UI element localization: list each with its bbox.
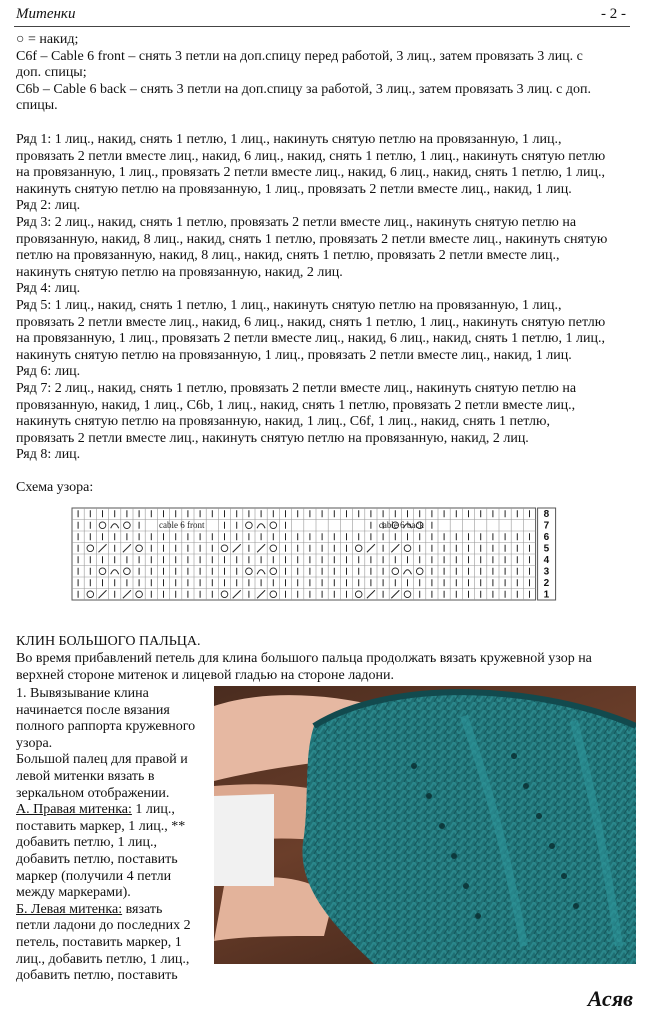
instruction-line: петель, поставить маркер, 1	[16, 934, 182, 950]
legend	[16, 32, 591, 115]
legend-line: C6f – Cable 6 front – снять 3 петли на доп.спицу перед работой, 3 лиц., затем провязать 3 лиц. с	[16, 48, 583, 64]
row-instructions	[16, 132, 607, 464]
row-line: на провязанную, 1 лиц., провязать 2 петли вместе лиц., накид, 6 лиц., накид, снять 1 петлю, 1 лиц.,	[16, 165, 605, 181]
row-line: накинуть снятую петлю на провязанную, накид, 2 лиц.	[16, 264, 343, 280]
row-line: Ряд 5: 1 лиц., накид, снять 1 петлю, 1 лиц., накинуть снятую петлю на провязанную, 1 лиц.,	[16, 297, 562, 313]
row-line: провязать 2 петли вместе лиц., накинуть снятую петлю на провязанную, накид, 2 лиц.	[16, 430, 529, 446]
schema-label: Схема узора:	[16, 480, 94, 495]
row-line: накинуть снятую петлю на провязанную, 1 лиц., провязать 2 петли вместе лиц., накид, 1 лиц.	[16, 181, 572, 197]
instruction-line: полного раппорта кружевного	[16, 719, 196, 735]
instruction-line: начинается после вязания	[16, 702, 170, 718]
section-title: КЛИН БОЛЬШОГО ПАЛЬЦА.	[16, 634, 201, 649]
row-number-label: 8	[543, 509, 550, 520]
row-line: накинуть снятую петлю на провязанную, 1 лиц., провязать 2 петли вместе лиц., накид, 1 лиц.	[16, 347, 572, 363]
knitting-chart	[70, 504, 562, 604]
page-number: - 2 -	[601, 6, 626, 22]
author-signature: Асяв	[587, 986, 633, 1011]
row-number-label: 1	[543, 589, 550, 601]
intro-line: верхней стороне митенок и лицевой гладью на стороне ладони.	[16, 667, 395, 683]
document-title: Митенки	[16, 6, 76, 22]
row-number-label: 2	[543, 578, 550, 589]
right-mitten-label: А. Правая митенка:	[16, 802, 132, 818]
legend-line: ○ = накид;	[16, 32, 79, 47]
instruction-line: лиц., добавить петлю, 1 лиц.,	[16, 951, 190, 967]
instruction-line: петли ладони до последних 2	[16, 918, 191, 934]
row-line: провязать 2 петли вместе лиц., накид, 6 лиц., накид, снять 1 петлю, 1 лиц., накинуть снятую петлю	[16, 314, 606, 330]
instruction-line: маркер (получили 4 петли	[16, 868, 172, 884]
row-line: петлю на провязанную, накид, 8 лиц., накид, снять 1 петлю, провязать 2 петли вместе лиц.,	[16, 248, 560, 264]
legend-line: доп. спицы;	[16, 65, 87, 81]
cable-front-label: cable 6 front	[159, 520, 205, 530]
row-line: Ряд 3: 2 лиц., накид, снять 1 петлю, провязать 2 петли вместе лиц., накинуть снятую петлю на	[16, 214, 577, 230]
instruction-line: 1. Вывязывание клина	[16, 686, 149, 701]
instruction-line: узора.	[16, 735, 53, 751]
instruction-line: зеркальном отображении.	[16, 785, 170, 801]
row-line: Ряд 8: лиц.	[16, 447, 81, 463]
legend-line: спицы.	[16, 98, 58, 114]
instruction-line: поставить маркер, 1 лиц., **	[16, 818, 186, 834]
row-line: Ряд 1: 1 лиц., накид, снять 1 петлю, 1 лиц., накинуть снятую петлю на провязанную, 1 лиц.,	[16, 132, 562, 147]
instruction-line: добавить петлю, поставить	[16, 968, 178, 984]
row-line: Ряд 4: лиц.	[16, 281, 81, 297]
row-line: провязанную, накид, 1 лиц., C6b, 1 лиц., накид, снять 1 петлю, провязать 2 петли вместе лиц.,	[16, 397, 576, 413]
instruction-line: Б. Левая митенка: вязать	[16, 901, 163, 917]
row-number-label: 6	[543, 532, 550, 543]
intro-line: Во время прибавлений петель для клина большого пальца продолжать вязать кружевной узор на	[16, 651, 592, 666]
thumb-instructions	[16, 686, 195, 985]
instruction-line: Большой палец для правой и	[16, 752, 188, 768]
row-line: Ряд 2: лиц.	[16, 198, 81, 214]
row-number-label: 3	[543, 566, 550, 578]
row-line: накинуть снятую петлю на провязанную, накид, 1 лиц., C6f, 1 лиц., накид, снять 1 петлю,	[16, 414, 550, 430]
section-intro	[16, 651, 592, 684]
cable-back-label: cable 6 back	[378, 520, 424, 530]
row-line: Ряд 7: 2 лиц., накид, снять 1 петлю, провязать 2 петли вместе лиц., накинуть снятую петлю на	[16, 380, 577, 396]
instruction-line: добавить петлю, поставить	[16, 851, 178, 867]
left-mitten-label: Б. Левая митенка:	[16, 901, 123, 917]
row-line: провязанную, накид, 8 лиц., накид, снять 1 петлю, провязать 2 петли вместе лиц., накинуть снятую	[16, 231, 608, 247]
instruction-line: А. Правая митенка: 1 лиц.,	[16, 802, 175, 818]
row-line: провязать 2 петли вместе лиц., накид, 6 лиц., накид, снять 1 петлю, 1 лиц., накинуть снятую петлю	[16, 148, 606, 164]
legend-line: C6b – Cable 6 back – снять 3 петли на доп.спицу за работой, 3 лиц., затем провязать 3 лиц. с доп.	[16, 81, 591, 97]
mitten-photo	[214, 686, 636, 964]
row-line: Ряд 6: лиц.	[16, 364, 81, 380]
row-number-label: 5	[543, 543, 550, 555]
row-number-label: 7	[543, 520, 550, 532]
knitting-chart-grid	[70, 504, 562, 604]
instruction-line: левой митенки вязать в	[16, 768, 155, 784]
row-number-label: 4	[543, 555, 550, 566]
page-header	[14, 4, 630, 27]
row-line: на провязанную, 1 лиц., провязать 2 петли вместе лиц., накид, 6 лиц., накид, снять 1 петлю, 1 лиц.,	[16, 331, 605, 347]
instruction-line: между маркерами).	[16, 885, 131, 901]
instruction-line: добавить петлю, 1 лиц.,	[16, 835, 157, 851]
